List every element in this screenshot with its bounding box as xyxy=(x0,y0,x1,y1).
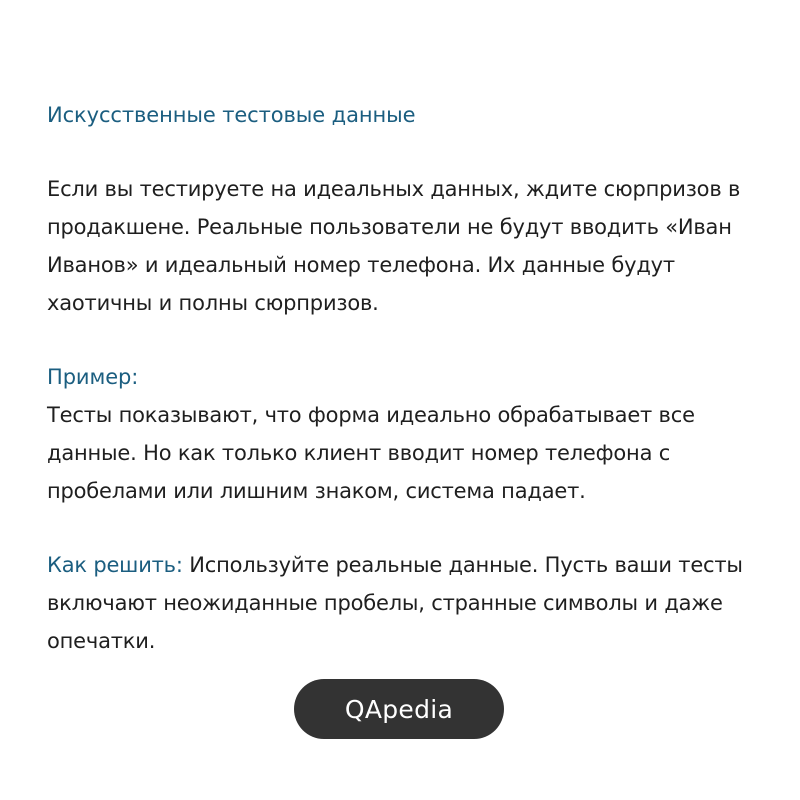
intro-line: продакшене. Реальные пользователи не будут вводить «Иван xyxy=(47,215,732,239)
example-line: данные. Но как только клиент вводит номер телефона с xyxy=(47,441,671,465)
brand-label: QApedia xyxy=(344,694,454,724)
solution-line: включают неожиданные пробелы, странные символы и даже xyxy=(47,591,723,615)
intro-line: Если вы тестируете на идеальных данных, ждите сюрпризов в xyxy=(47,177,741,201)
example-label: Пример: xyxy=(47,365,139,389)
intro-paragraph xyxy=(47,170,767,322)
solution-line: опечатки. xyxy=(47,629,156,653)
solution-section xyxy=(47,546,767,660)
post-content xyxy=(47,96,767,660)
intro-line: хаотичны и полны сюрпризов. xyxy=(47,291,379,315)
solution-first-line-text: Используйте реальные данные. Пусть ваши тесты xyxy=(182,553,743,577)
post-title: Искусственные тестовые данные xyxy=(47,103,416,127)
solution-label: Как решить: xyxy=(47,553,183,577)
example-line: Тесты показывают, что форма идеально обрабатывает все xyxy=(47,403,695,427)
brand-badge xyxy=(294,679,504,739)
example-line: пробелами или лишним знаком, система падает. xyxy=(47,479,586,503)
example-section xyxy=(47,358,767,510)
intro-line: Иванов» и идеальный номер телефона. Их данные будут xyxy=(47,253,675,277)
solution-first-line xyxy=(47,546,767,584)
